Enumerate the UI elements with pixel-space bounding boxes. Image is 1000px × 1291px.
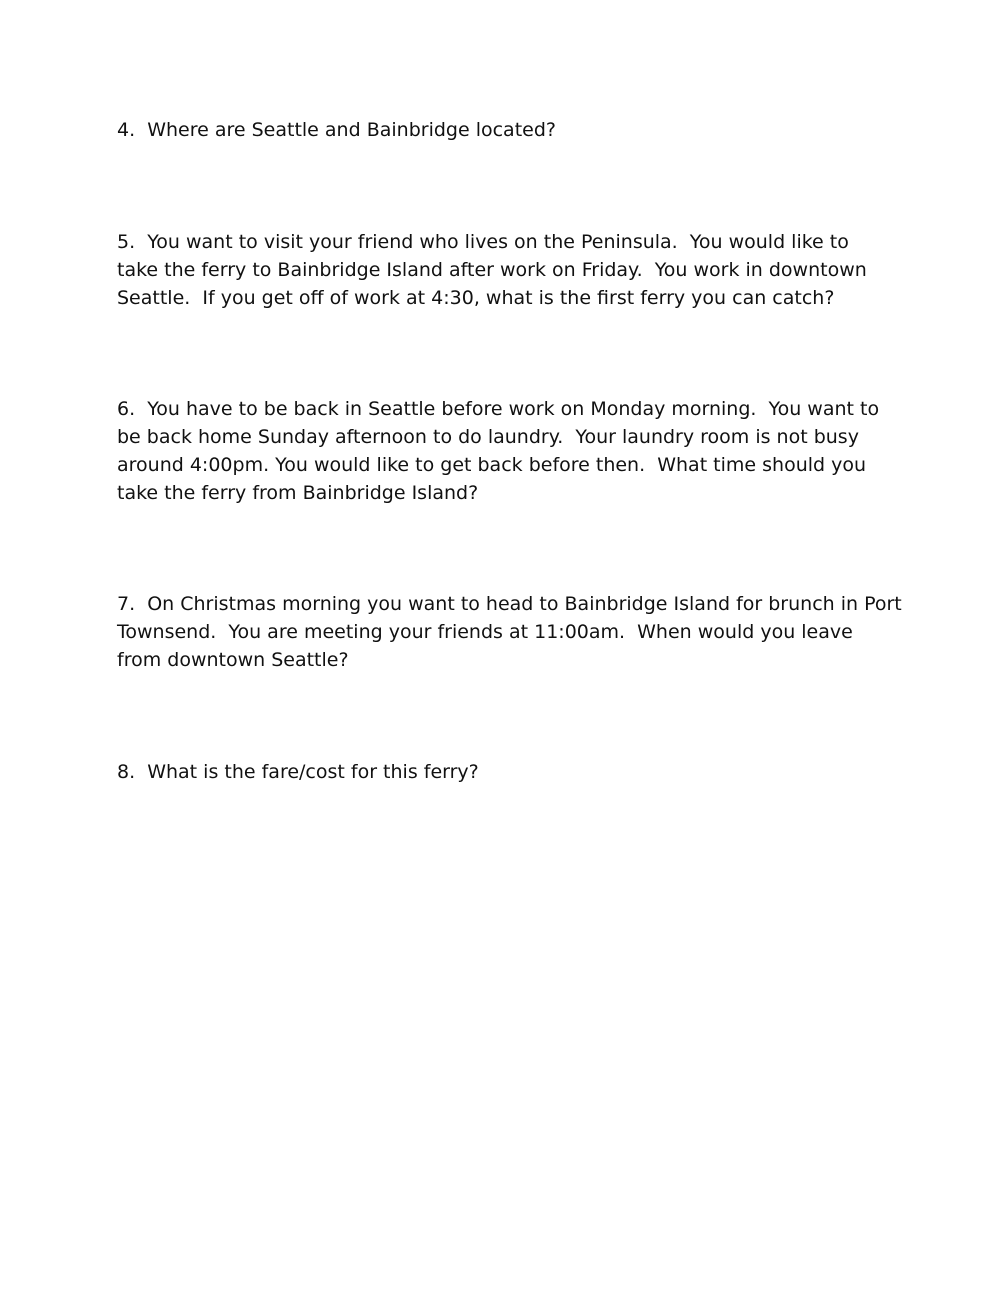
question-6-line-3: around 4:00pm. You would like to get back before then. What time should you bbox=[117, 454, 867, 476]
question-8-line-1: 8. What is the fare/cost for this ferry? bbox=[117, 761, 479, 783]
question-7-line-2: Townsend. You are meeting your friends at 11:00am. When would you leave bbox=[117, 621, 853, 643]
question-5-line-3: Seattle. If you get off of work at 4:30, what is the first ferry you can catch? bbox=[117, 287, 835, 309]
question-7-line-1: 7. On Christmas morning you want to head to Bainbridge Island for brunch in Port bbox=[117, 593, 902, 615]
question-6-line-2: be back home Sunday afternoon to do laundry. Your laundry room is not busy bbox=[117, 426, 859, 448]
question-7-line-3: from downtown Seattle? bbox=[117, 649, 349, 671]
question-7 bbox=[117, 590, 902, 674]
question-6-line-4: take the ferry from Bainbridge Island? bbox=[117, 482, 479, 504]
question-5-line-1: 5. You want to visit your friend who lives on the Peninsula. You would like to bbox=[117, 231, 849, 253]
question-4 bbox=[117, 116, 897, 144]
question-6-line-1: 6. You have to be back in Seattle before work on Monday morning. You want to bbox=[117, 398, 880, 420]
question-4-line-1: 4. Where are Seattle and Bainbridge located? bbox=[117, 119, 556, 141]
question-6 bbox=[117, 395, 897, 507]
question-5 bbox=[117, 228, 897, 312]
question-5-line-2: take the ferry to Bainbridge Island after work on Friday. You work in downtown bbox=[117, 259, 867, 281]
question-8 bbox=[117, 758, 897, 786]
